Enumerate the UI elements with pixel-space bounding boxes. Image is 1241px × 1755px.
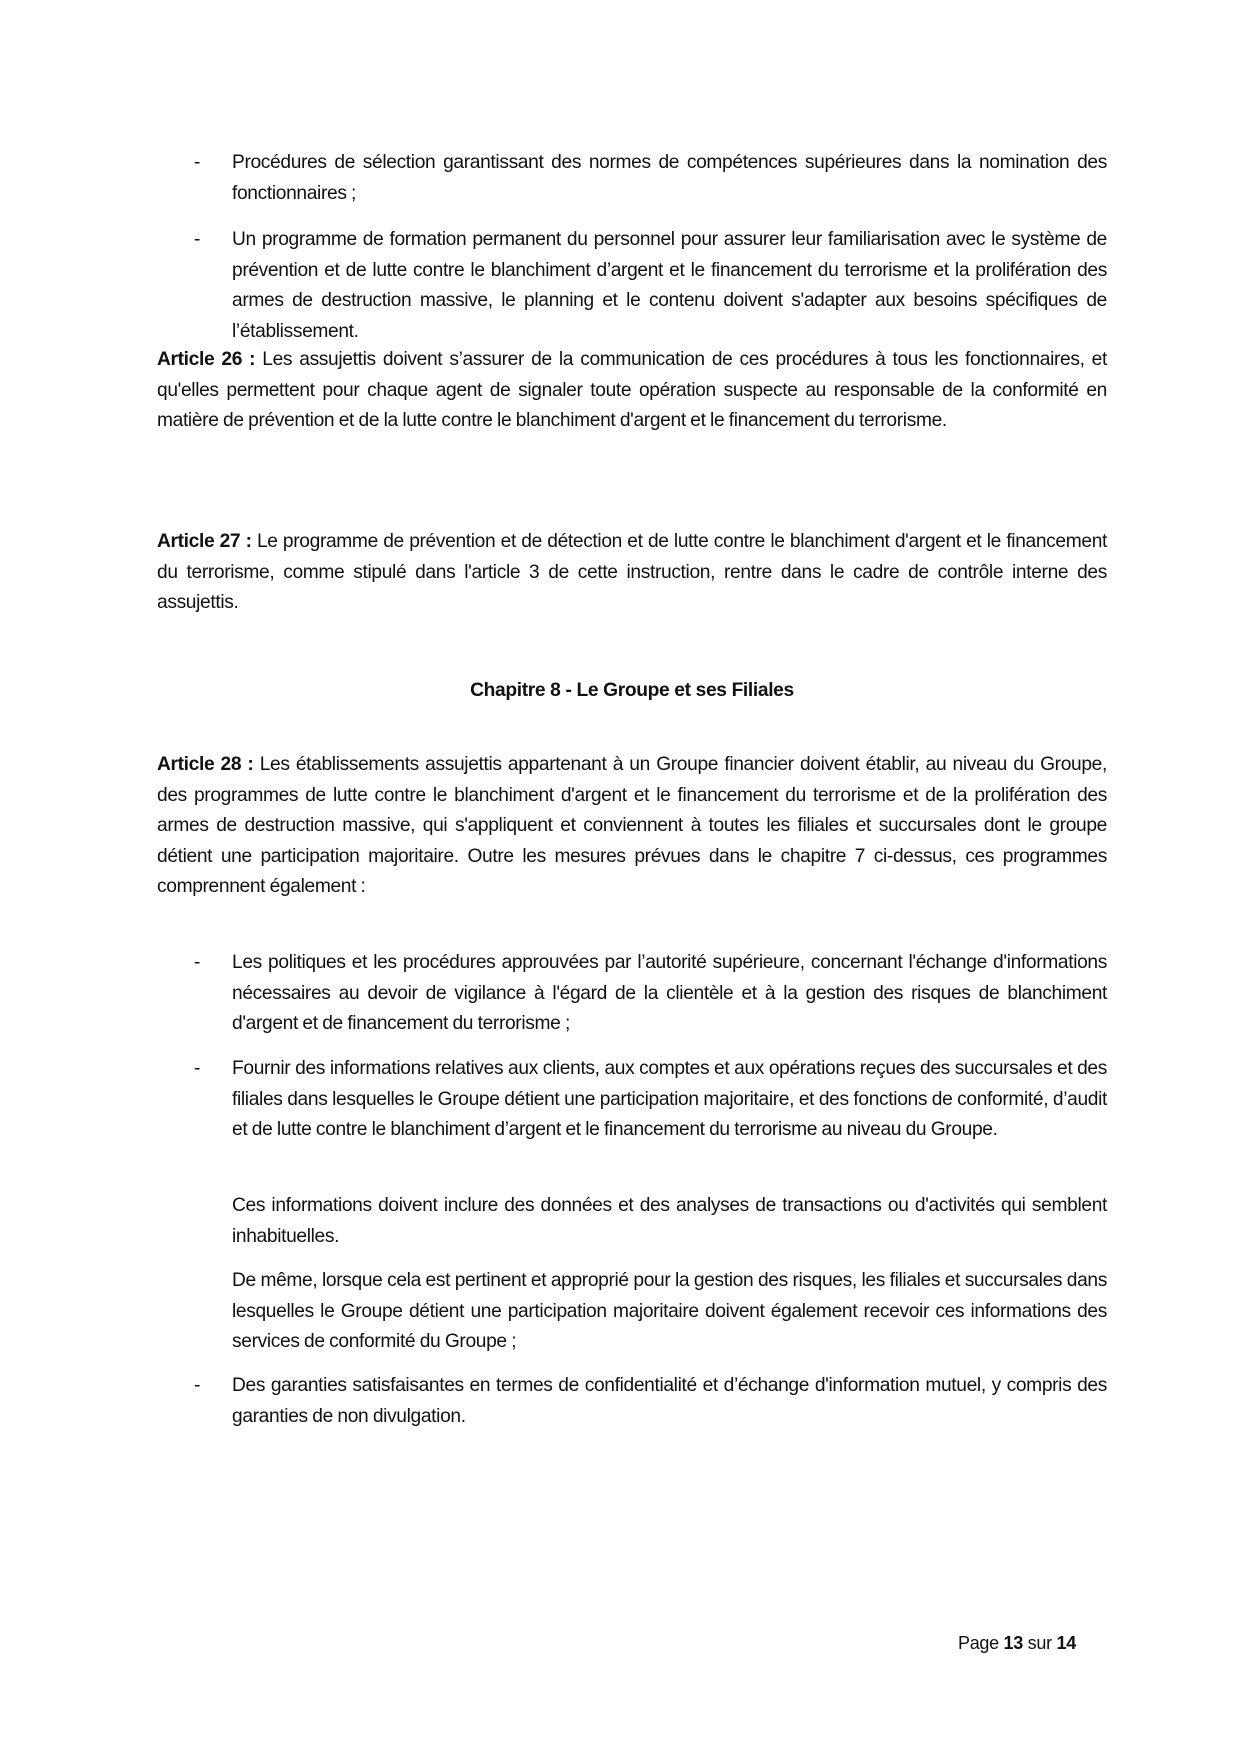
article-27 (157, 527, 1107, 619)
chapter-heading: Chapitre 8 - Le Groupe et ses Filiales (470, 680, 794, 701)
list-item-text: Un programme de formation permanent du personnel pour assurer leur familiarisation avec le système de prévention et de lutte contre le blanchiment d’argent et le financement du terrorisme et la prolifération des armes de destruction massive, le planning et le contenu doivent s'adapter aux besoins spécifiques de l’établissement. (232, 229, 1107, 342)
list-item-text: Les politiques et les procédures approuvées par l’autorité supérieure, concernant l'échange d'informations nécessaires au devoir de vigilance à l'égard de la clientèle et à la gestion des risques de blanchiment d'argent et de financement du terrorisme ; (232, 952, 1107, 1035)
article-text: Les assujettis doivent s’assurer de la communication de ces procédures à tous les fonctionnaires, et qu'elles permettent pour chaque agent de signaler toute opération suspecte au responsable de la conformité en matière de prévention et de la lutte contre le blanchiment d'argent et le financement du terrorisme. (157, 349, 1107, 432)
article-26 (157, 345, 1107, 437)
current-page-number: 13 (1003, 1633, 1023, 1653)
list-item-text: Procédures de sélection garantissant des normes de compétences supérieures dans la nomination des fonctionnaires ; (232, 152, 1107, 204)
list-item (157, 148, 1107, 209)
list-item (157, 1371, 1107, 1432)
bullet-dash: - (194, 152, 201, 173)
bullet-dash: - (194, 952, 201, 973)
bullet-dash: - (194, 229, 201, 250)
article-text: Le programme de prévention et de détection et de lutte contre le blanchiment d'argent et le financement du terrorisme, comme stipulé dans l'article 3 de cette instruction, rentre dans le cadre de contrôle interne des assujettis. (157, 531, 1107, 614)
list-item (157, 225, 1107, 347)
total-pages-number: 14 (1056, 1633, 1076, 1653)
bullet-dash: - (194, 1058, 201, 1079)
article-label: Article 28 : (157, 754, 254, 775)
list-item-text: Des garanties satisfaisantes en termes de confidentialité et d’échange d'information mutuel, y compris des garanties de non divulgation. (232, 1375, 1107, 1427)
page-footer (958, 1633, 1076, 1654)
bullet-dash: - (194, 1375, 201, 1396)
list-item (157, 948, 1107, 1040)
indented-paragraph: De même, lorsque cela est pertinent et approprié pour la gestion des risques, les filiales et succursales dans lesquelles le Groupe détient une participation majoritaire doivent également recevoir ces informations des services de conformité du Groupe ; (232, 1270, 1107, 1353)
article-label: Article 26 : (157, 349, 256, 370)
indented-paragraph: Ces informations doivent inclure des données et des analyses de transactions ou d'activités qui semblent inhabituelles. (232, 1195, 1107, 1247)
list-item-text: Fournir des informations relatives aux clients, aux comptes et aux opérations reçues des succursales et des filiales dans lesquelles le Groupe détient une participation majoritaire, et des fonctions de conformité, d’audit et de lutte contre le blanchiment d’argent et le financement du terrorisme au niveau du Groupe. (232, 1058, 1107, 1141)
article-label: Article 27 : (157, 531, 252, 552)
list-item (157, 1054, 1107, 1146)
page-word: Page (958, 1633, 1004, 1653)
article-28 (157, 750, 1107, 903)
article-text: Les établissements assujettis appartenant à un Groupe financier doivent établir, au niveau du Groupe, des programmes de lutte contre le blanchiment d'argent et le financement du terrorisme et de la prolifération des armes de destruction massive, qui s'appliquent et conviennent à toutes les filiales et succursales dont le groupe détient une participation majoritaire. Outre les mesures prévues dans le chapitre 7 ci-dessus, ces programmes comprennent également : (157, 754, 1107, 898)
sur-word: sur (1022, 1633, 1057, 1653)
